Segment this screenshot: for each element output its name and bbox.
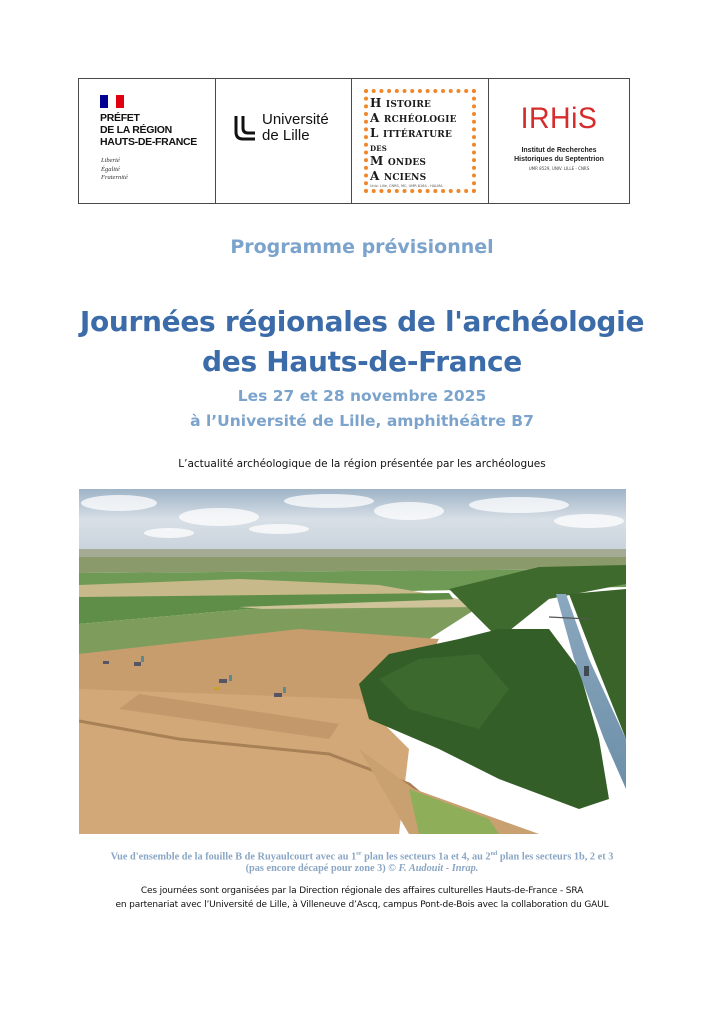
universite-line: de Lille: [262, 127, 310, 144]
organizers-line: Ces journées sont organisées par la Direction régionale des affaires culturelles Hauts-de-France - SRA: [140, 886, 584, 896]
halma-initial: A: [370, 111, 384, 125]
grass-patch: [409, 789, 499, 834]
halma-initial: A: [370, 169, 384, 183]
caption-superscript: nd: [490, 851, 498, 857]
partnership-line: en partenariat avec l’Université de Lille, à Villeneuve d’Ascq, campus Pont-de-Bois avec la collaboration du GAUL: [115, 900, 609, 910]
caption-text: Vue d'ensemble de la fouille B de Ruyaulcourt avec au 1: [110, 851, 357, 863]
excavation-aerial-photo: [79, 489, 626, 834]
caption-line-1: [0, 848, 724, 863]
logo-halma: [352, 79, 489, 203]
halma-word: ONDES: [387, 158, 427, 168]
barge: [584, 666, 589, 676]
halma-affiliation: Univ. Lille, CNRS, MC, UMR 8164 - HALMA: [370, 184, 443, 188]
halma-initial: H: [370, 96, 386, 110]
french-flag-icon: [100, 95, 124, 108]
halma-word: DES: [370, 144, 388, 153]
programme-label: Programme prévisionnel: [230, 236, 494, 258]
universite-line: Université: [262, 111, 329, 128]
motto-line: Fraternité: [101, 174, 128, 181]
halma-word: RCHÉOLOGIE: [383, 115, 457, 125]
halma-word: ITTÉRATURE: [383, 130, 453, 140]
halma-line: [370, 127, 457, 142]
tagline: L’actualité archéologique de la région présentée par les archéologues: [178, 458, 546, 470]
irhis-subtitle: [489, 146, 629, 164]
halma-word: ISTOIRE: [385, 100, 432, 110]
halma-emblem: [364, 89, 476, 193]
title-line: des Hauts-de-France: [202, 345, 522, 378]
logo-prefet-hauts-de-france: [79, 79, 216, 203]
organizers-note: [0, 884, 724, 912]
halma-initial: L: [370, 126, 384, 140]
title-line: Journées régionales de l'archéologie: [79, 305, 645, 338]
halma-initial: M: [370, 154, 388, 168]
caption-text: plan les secteurs 1a et 4, au 2: [361, 851, 491, 863]
motto-line: Liberté: [101, 157, 120, 164]
halma-line: [370, 170, 457, 185]
halma-text: [370, 97, 457, 185]
motto-line: Égalité: [101, 165, 120, 173]
caption-superscript: er: [356, 851, 362, 857]
universite-lille-mark-icon: [233, 115, 261, 141]
photo-caption: [0, 848, 724, 875]
prefet-name: [100, 112, 197, 148]
caption-text: plan les secteurs 1b, 2 et 3: [497, 851, 614, 863]
halma-line: [370, 97, 457, 112]
halma-word: NCIENS: [383, 173, 427, 183]
prefet-line: DE LA RÉGION: [100, 124, 172, 136]
halma-line: [370, 112, 457, 127]
page-title: [0, 302, 724, 382]
prefet-line: PRÉFET: [100, 112, 140, 124]
universite-lille-name: [262, 112, 329, 144]
caption-line-2: [0, 863, 724, 875]
event-venue: à l’Université de Lille, amphithéâtre B7: [190, 412, 534, 430]
event-date: Les 27 et 28 novembre 2025: [237, 387, 487, 405]
prefet-motto: [101, 157, 128, 183]
partner-logos-banner: [78, 78, 630, 204]
caption-text: (pas encore décapé pour zone 3) ©: [245, 863, 399, 875]
irhis-umr: UMR 8529, UNIV. LILLE - CNRS: [528, 166, 590, 171]
aerial-landscape-image: [79, 489, 626, 834]
irhis-subtitle-line: Institut de Recherches: [521, 147, 597, 154]
photo-credit: F. Audouit - Inrap.: [398, 863, 479, 875]
irhis-subtitle-line: Historiques du Septentrion: [514, 156, 604, 163]
event-details: [0, 384, 724, 434]
halma-line: [370, 155, 457, 170]
logo-universite-de-lille: [216, 79, 352, 203]
irhis-wordmark: IRHiS: [520, 102, 598, 135]
prefet-line: HAUTS-DE-FRANCE: [100, 136, 197, 148]
logo-irhis: [489, 79, 629, 203]
